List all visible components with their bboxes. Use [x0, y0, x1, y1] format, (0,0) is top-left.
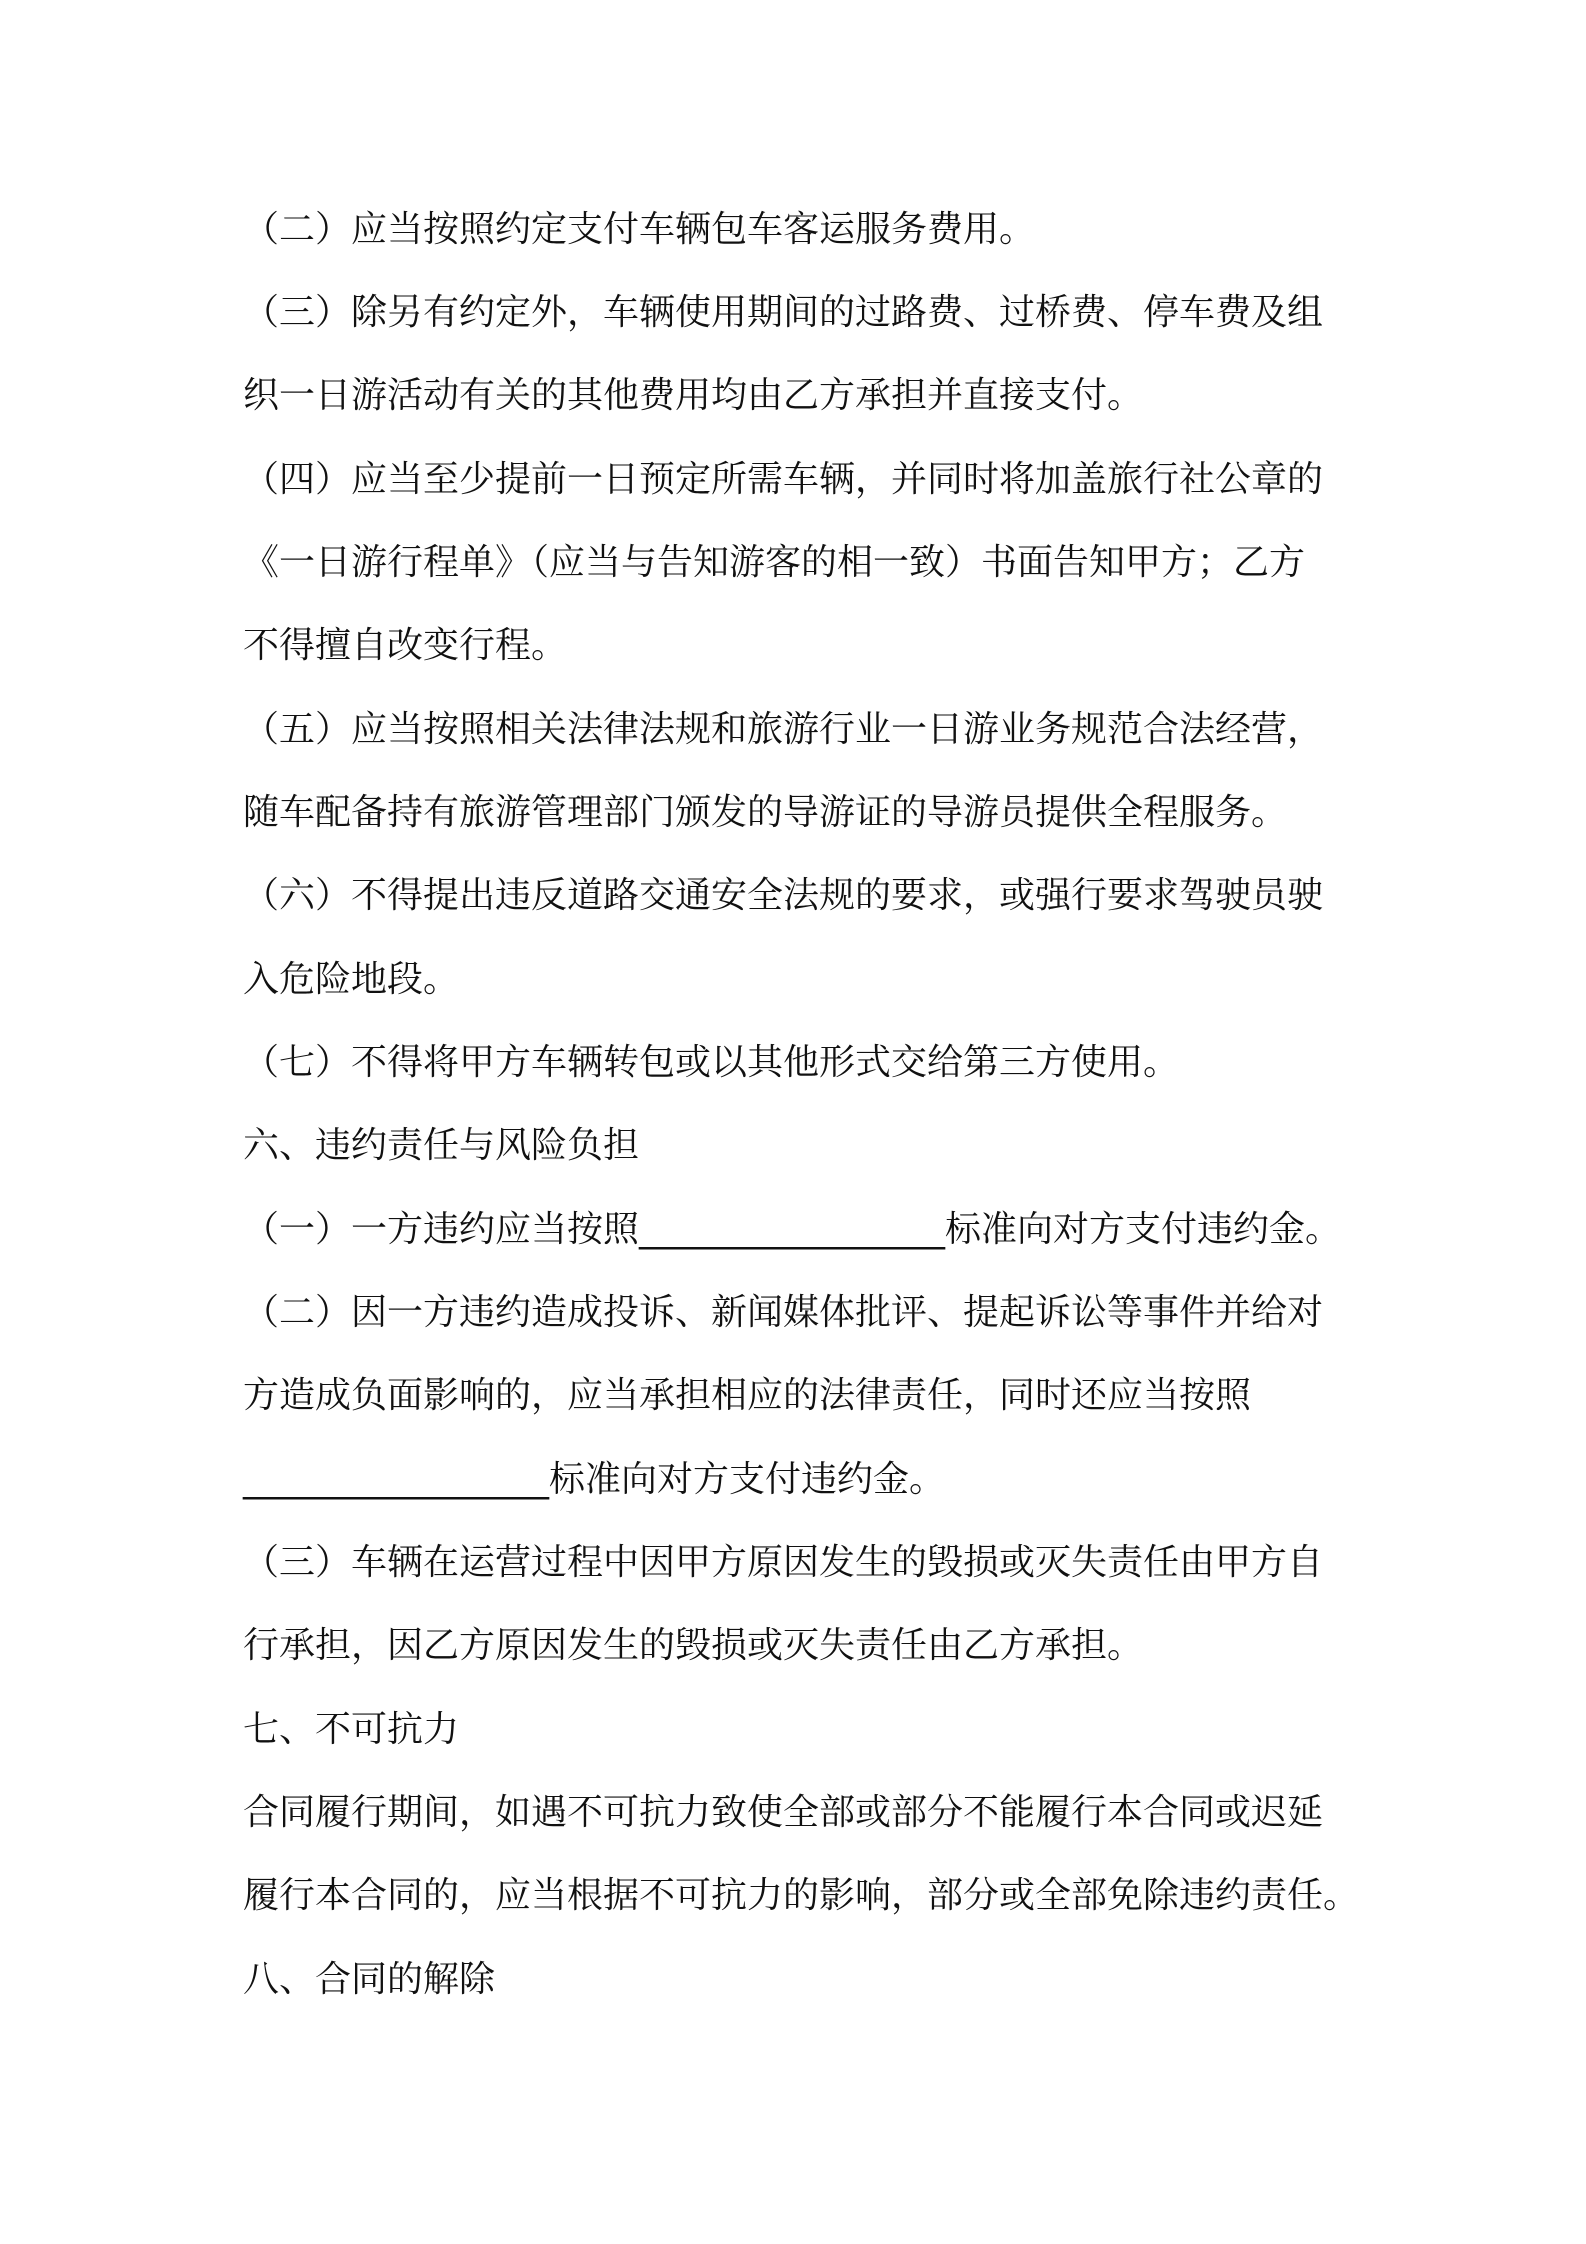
- section-7-heading: 七、不可抗力: [243, 1709, 460, 1750]
- clause-2-payment: （二）应当按照约定支付车辆包车客运服务费用。: [243, 209, 1036, 250]
- clause-3-fees-line-2: 织一日游活动有关的其他费用均由乙方承担并直接支付。: [243, 375, 1144, 416]
- section-6-clause-3-line-2: 行承担，因乙方原因发生的毁损或灭失责任由乙方承担。: [243, 1625, 1144, 1666]
- clause-6-safety-line-1: （六）不得提出违反道路交通安全法规的要求，或强行要求驾驶员驶: [243, 875, 1324, 916]
- section-8-heading: 八、合同的解除: [243, 1959, 496, 2000]
- clause-4-booking-line-2: 《一日游行程单》（应当与告知游客的相一致）书面告知甲方；乙方: [243, 542, 1306, 583]
- section-6-clause-2-line-2: 方造成负面影响的，应当承担相应的法律责任，同时还应当按照: [243, 1375, 1252, 1416]
- clause-7-subcontract: （七）不得将甲方车辆转包或以其他形式交给第三方使用。: [243, 1042, 1180, 1083]
- section-7-text-line-2: 履行本合同的，应当根据不可抗力的影响，部分或全部免除违约责任。: [243, 1875, 1360, 1916]
- clause-3-fees-line-1: （三）除另有约定外，车辆使用期间的过路费、过桥费、停车费及组: [243, 292, 1324, 333]
- section-6-clause-2-line-1: （二）因一方违约造成投诉、新闻媒体批评、提起诉讼等事件并给对: [243, 1292, 1324, 1333]
- section-6-clause-3-line-1: （三）车辆在运营过程中因甲方原因发生的毁损或灭失责任由甲方自: [243, 1542, 1324, 1583]
- clause-4-booking-line-1: （四）应当至少提前一日预定所需车辆，并同时将加盖旅行社公章的: [243, 459, 1324, 500]
- clause-5-operation-line-1: （五）应当按照相关法律法规和旅游行业一日游业务规范合法经营，: [243, 709, 1324, 750]
- section-6-heading: 六、违约责任与风险负担: [243, 1125, 640, 1166]
- section-6-clause-2-line-3: _________________标准向对方支付违约金。: [243, 1459, 946, 1500]
- clause-4-booking-line-3: 不得擅自改变行程。: [243, 625, 568, 666]
- clause-6-safety-line-2: 入危险地段。: [243, 959, 460, 1000]
- clause-5-operation-line-2: 随车配备持有旅游管理部门颁发的导游证的导游员提供全程服务。: [243, 792, 1288, 833]
- section-7-text-line-1: 合同履行期间，如遇不可抗力致使全部或部分不能履行本合同或迟延: [243, 1792, 1324, 1833]
- section-6-clause-1: （一）一方违约应当按照_________________标准向对方支付违约金。: [243, 1209, 1342, 1250]
